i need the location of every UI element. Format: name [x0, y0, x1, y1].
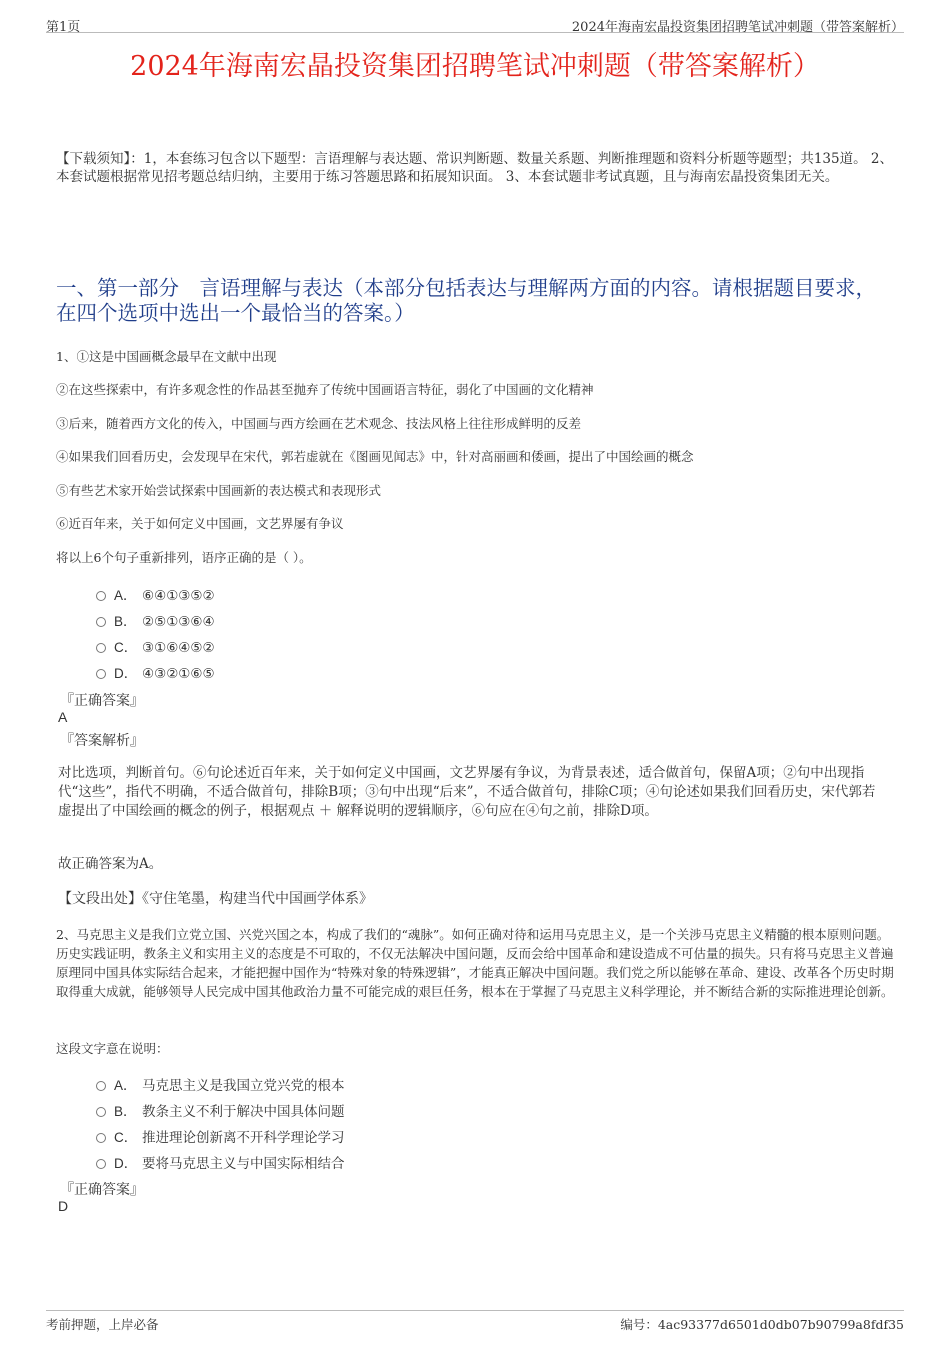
header-doc-title: 2024年海南宏晶投资集团招聘笔试冲刺题（带答案解析）: [571, 20, 904, 35]
q2-option-b[interactable]: B． 教条主义不利于解决中国具体问题: [96, 1100, 345, 1120]
q1-line: ④如果我们回看历史，会发现早在宋代，郭若虚就在《图画见闻志》中，针对高丽画和倭画，提出了中国绘画的概念: [56, 449, 694, 464]
radio-icon[interactable]: [96, 643, 106, 653]
q2-option-c[interactable]: C． 推进理论创新离不开科学理论学习: [96, 1126, 345, 1146]
q1-option-b[interactable]: B． ②⑤①③⑥④: [96, 610, 215, 630]
q1-source: 【文段出处】《守住笔墨，构建当代中国画学体系》: [58, 891, 373, 907]
q1-option-d[interactable]: D． ④③②①⑥⑤: [96, 662, 215, 682]
q1-answer: A: [58, 709, 68, 725]
q1-line: 1、①这是中国画概念最早在文献中出现: [56, 349, 277, 364]
radio-icon[interactable]: [96, 1081, 106, 1091]
q1-analysis-label: 『答案解析』: [60, 733, 144, 749]
q1-option-c[interactable]: C． ③①⑥④⑤②: [96, 636, 215, 656]
section-heading: 一、第一部分 言语理解与表达（本部分包括表达与理解两方面的内容。请根据题目要求，在四个选项中选出一个最恰当的答案。）: [56, 276, 876, 325]
q1-line: ⑥近百年来，关于如何定义中国画，文艺界屡有争议: [56, 516, 344, 531]
q2-option-a[interactable]: A． 马克思主义是我国立党兴党的根本: [96, 1074, 345, 1094]
download-notice: 【下载须知】：1，本套练习包含以下题型：言语理解与表达题、常识判断题、数量关系题、判断推理题和资料分析题等题型；共135道。 2、本套试题根据常见招考题总结归纳，主要用于练习答题思路和拓展知识面。 3、本套试题非考试真题，且与海南宏晶投资集团无关。: [56, 151, 893, 185]
q1-option-a[interactable]: A． ⑥④①③⑤②: [96, 584, 215, 604]
q2-option-d[interactable]: D． 要将马克思主义与中国实际相结合: [96, 1152, 345, 1172]
radio-icon[interactable]: [96, 1133, 106, 1143]
q1-question: 将以上6个句子重新排列，语序正确的是（ ）。: [56, 550, 312, 565]
q1-answer-label: 『正确答案』: [60, 693, 144, 709]
q2-answer-label: 『正确答案』: [60, 1182, 144, 1198]
radio-icon[interactable]: [96, 617, 106, 627]
document-title: 2024年海南宏晶投资集团招聘笔试冲刺题（带答案解析）: [130, 51, 820, 82]
footer-slogan: 考前押题，上岸必备: [46, 1317, 159, 1332]
footer-doc-id: 编号：4ac93377d6501d0db07b90799a8fdf35: [620, 1317, 904, 1332]
q1-line: ③后来，随着西方文化的传入，中国画与西方绘画在艺术观念、技法风格上往往形成鲜明的反差: [56, 416, 582, 431]
page-footer: [46, 1310, 904, 1333]
page-number: 第1页: [46, 20, 81, 35]
radio-icon[interactable]: [96, 591, 106, 601]
q2-question: 这段文字意在说明：: [56, 1041, 169, 1056]
radio-icon[interactable]: [96, 1107, 106, 1117]
q1-conclusion: 故正确答案为A。: [58, 856, 163, 872]
radio-icon[interactable]: [96, 1159, 106, 1169]
page-header: [46, 12, 904, 33]
q1-line: ⑤有些艺术家开始尝试探索中国画新的表达模式和表现形式: [56, 483, 382, 498]
q1-analysis: 对比选项，判断首句。⑥句论述近百年来，关于如何定义中国画，文艺界屡有争议，为背景表述，适合做首句，保留A项；②句中出现指代“这些”，指代不明确，不适合做首句，排除B项；③句中出现“后来”，不适合做首句，排除C项；④句论述如果我们回看历史，宋代郭若虚提出了中国绘画的概念的例子，根据观点 ＋ 解释说明的逻辑顺序，⑥句应在④句之前，排除D项。: [58, 765, 876, 819]
radio-icon[interactable]: [96, 669, 106, 679]
q2-stem: 2、马克思主义是我们立党立国、兴党兴国之本，构成了我们的“魂脉”。如何正确对待和运用马克思主义，是一个关涉马克思主义精髓的根本原则问题。历史实践证明，教条主义和实用主义的态度是不可取的，不仅无法解决中国问题，反而会给中国革命和建设造成不可估量的损失。只有将马克思主义普遍原理同中国具体实际结合起来，才能把握中国作为“特殊对象的特殊逻辑”，才能真正解决中国问题。我们党之所以能够在革命、建设、改革各个历史时期取得重大成就，能够领导人民完成中国其他政治力量不可能完成的艰巨任务，根本在于掌握了马克思主义科学理论，并不断结合新的实际推进理论创新。: [56, 927, 894, 999]
q2-answer: D: [58, 1198, 69, 1214]
q1-line: ②在这些探索中，有许多观念性的作品甚至抛弃了传统中国画语言特征，弱化了中国画的文化精神: [56, 382, 594, 397]
